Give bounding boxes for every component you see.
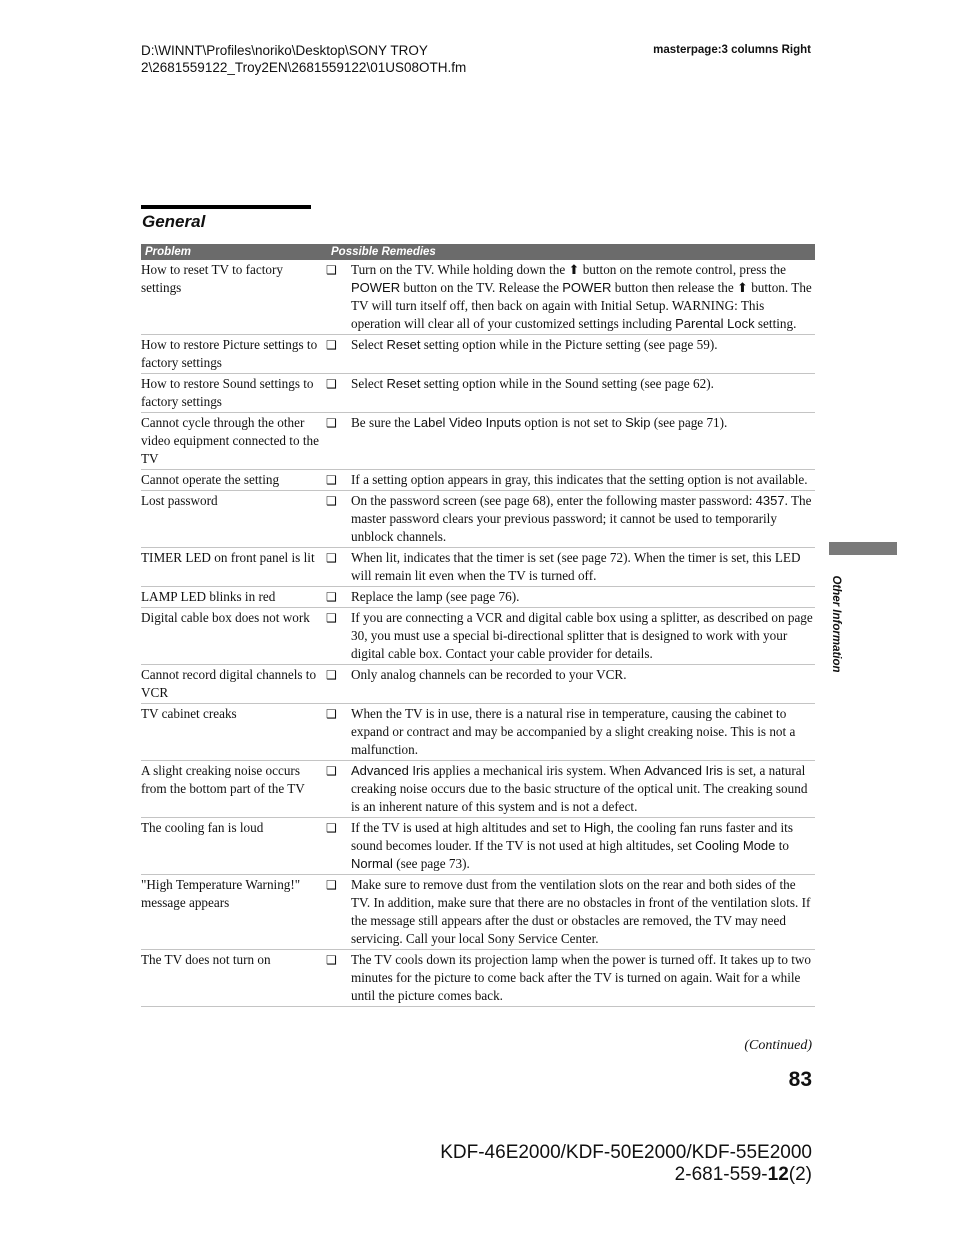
remedy-keyword: 4357 bbox=[755, 493, 785, 508]
remedy-cell bbox=[351, 666, 815, 702]
remedy-text: Select bbox=[351, 337, 387, 352]
table-row bbox=[141, 587, 815, 608]
remedy-keyword: Cooling Mode bbox=[695, 838, 776, 853]
remedy-text: button on the TV. Release the bbox=[400, 280, 563, 295]
problem-cell: How to restore Sound settings to factory settings bbox=[141, 376, 314, 409]
checkbox-icon: ❑ bbox=[326, 494, 337, 508]
table-row bbox=[141, 875, 815, 950]
remedy-text: applies a mechanical iris system. When bbox=[429, 763, 645, 778]
section-title: General bbox=[142, 212, 206, 231]
checkbox-icon: ❑ bbox=[326, 668, 337, 682]
remedy-keyword: Parental Lock bbox=[675, 316, 755, 331]
header-problem: Problem bbox=[145, 246, 192, 258]
remedy-keyword: Skip bbox=[625, 415, 651, 430]
remedy-cell bbox=[351, 471, 815, 489]
table-row bbox=[141, 374, 815, 413]
problem-cell: The cooling fan is loud bbox=[141, 820, 264, 835]
problem-cell: LAMP LED blinks in red bbox=[141, 589, 276, 604]
problem-cell: Digital cable box does not work bbox=[141, 610, 310, 625]
checkbox-icon: ❑ bbox=[326, 764, 337, 778]
remedy-text: setting. bbox=[754, 316, 797, 331]
problem-cell: Cannot record digital channels to VCR bbox=[141, 667, 317, 700]
remedy-text: setting option while in the Sound setting (see page 62). bbox=[420, 376, 714, 391]
checkbox-icon: ❑ bbox=[326, 821, 337, 835]
remedy-cell bbox=[351, 876, 815, 948]
remedy-text: If a setting option appears in gray, this indicates that the setting option is not available. bbox=[351, 472, 808, 487]
masterpage-label: masterpage:3 columns Right bbox=[653, 44, 811, 56]
remedy-cell bbox=[351, 609, 815, 663]
table-row bbox=[141, 491, 815, 548]
remedy-keyword: High bbox=[583, 820, 611, 835]
checkbox-icon: ❑ bbox=[326, 263, 337, 277]
remedy-text: Turn on the TV. While holding down the bbox=[351, 262, 569, 277]
side-tab bbox=[826, 563, 846, 685]
section-rule bbox=[141, 205, 311, 209]
remedy-cell bbox=[351, 492, 815, 546]
remedy-text: If you are connecting a VCR and digital cable box using a splitter, as described on page 30, you must use a special bi-directional splitter that is designed to work with your digital cable box. Contact your cable provider for details. bbox=[351, 610, 813, 661]
table-row bbox=[141, 470, 815, 491]
remedy-text: Replace the lamp (see page 76). bbox=[351, 589, 520, 604]
remedy-cell bbox=[351, 336, 815, 372]
remedy-cell bbox=[351, 819, 815, 873]
code-revision: 12 bbox=[767, 1164, 789, 1185]
troubleshooting-table bbox=[141, 244, 815, 1007]
code-suffix: (2) bbox=[788, 1164, 812, 1185]
remedy-keyword: Advanced Iris bbox=[644, 763, 723, 778]
table-row bbox=[141, 413, 815, 470]
remedy-text: is set, a natural creaking noise occurs due to the basic structure of the optical unit. The creaking sound is an inherent nature of this system and is not a defect. bbox=[351, 763, 808, 814]
remedy-text: Only analog channels can be recorded to your VCR. bbox=[351, 667, 627, 682]
file-path-header bbox=[141, 43, 466, 76]
table-row bbox=[141, 548, 815, 587]
problem-cell: Cannot cycle through the other video equipment connected to the TV bbox=[141, 415, 319, 466]
checkbox-icon: ❑ bbox=[326, 377, 337, 391]
side-tab-label: Other Information bbox=[830, 575, 842, 673]
checkbox-icon: ❑ bbox=[326, 338, 337, 352]
remedy-text: Select bbox=[351, 376, 387, 391]
table-row bbox=[141, 335, 815, 374]
table-row bbox=[141, 761, 815, 818]
side-tab-bar bbox=[829, 542, 897, 555]
remedy-cell bbox=[351, 261, 815, 333]
remedy-keyword: Reset bbox=[386, 376, 421, 391]
checkbox-icon: ❑ bbox=[326, 611, 337, 625]
remedy-keyword: Label Video Inputs bbox=[413, 415, 522, 430]
checkbox-icon: ❑ bbox=[326, 551, 337, 565]
remedy-cell bbox=[351, 951, 815, 1005]
problem-cell: How to reset TV to factory settings bbox=[141, 262, 283, 295]
remedy-cell bbox=[351, 549, 815, 585]
remedy-text: button on the remote control, press the bbox=[579, 262, 786, 277]
remedy-text: If the TV is used at high altitudes and set to bbox=[351, 820, 584, 835]
remedy-keyword: Advanced Iris bbox=[351, 763, 430, 778]
problem-cell: "High Temperature Warning!" message appears bbox=[141, 877, 301, 910]
remedy-text: setting option while in the Picture setting (see page 59). bbox=[420, 337, 718, 352]
remedy-text: button then release the bbox=[611, 280, 737, 295]
checkbox-icon: ❑ bbox=[326, 707, 337, 721]
code-prefix: 2-681-559- bbox=[674, 1164, 768, 1185]
document-code bbox=[440, 1164, 812, 1186]
table-row bbox=[141, 950, 815, 1007]
remedy-text: When lit, indicates that the timer is set (see page 72). When the timer is set, this LED will remain lit even when the TV is turned off. bbox=[351, 550, 801, 583]
table-row bbox=[141, 260, 815, 335]
table-row bbox=[141, 608, 815, 665]
problem-cell: The TV does not turn on bbox=[141, 952, 271, 967]
file-path-line-2: 2\2681559122_Troy2EN\2681559122\01US08OTH.fm bbox=[141, 59, 467, 75]
remedy-text: option is not set to bbox=[521, 415, 626, 430]
remedy-cell bbox=[351, 588, 815, 606]
page-number: 83 bbox=[788, 1068, 812, 1091]
remedy-text: (see page 71). bbox=[650, 415, 728, 430]
remedy-cell bbox=[351, 375, 815, 411]
remedy-text: On the password screen (see page 68), enter the following master password: bbox=[351, 493, 756, 508]
checkbox-icon: ❑ bbox=[326, 416, 337, 430]
remedy-keyword: ⬆ bbox=[737, 280, 748, 295]
checkbox-icon: ❑ bbox=[326, 473, 337, 487]
remedy-text: . The master password clears your previous password; it cannot be used to temporarily unblock channels. bbox=[351, 493, 812, 544]
problem-cell: Lost password bbox=[141, 493, 218, 508]
problem-cell: TIMER LED on front panel is lit bbox=[141, 550, 315, 565]
remedy-text: (see page 73). bbox=[392, 856, 470, 871]
continued-note: (Continued) bbox=[744, 1038, 812, 1053]
remedy-text: The TV cools down its projection lamp when the power is turned off. It takes up to two minutes for the picture to come back after the TV is turned on again. Wait for a while until the picture comes back. bbox=[351, 952, 812, 1003]
remedy-keyword: POWER bbox=[351, 280, 401, 295]
remedy-cell bbox=[351, 762, 815, 816]
file-path-line-1: D:\WINNT\Profiles\noriko\Desktop\SONY TROY bbox=[141, 43, 428, 58]
table-row bbox=[141, 665, 815, 704]
remedy-keyword: ⬆ bbox=[568, 262, 580, 277]
remedy-text: button. The TV will turn itself off, then back on again with Initial Setup. WARNING: This operation will clear all of your customized settings including bbox=[351, 280, 812, 331]
table-row bbox=[141, 818, 815, 875]
model-numbers: KDF-46E2000/KDF-50E2000/KDF-55E2000 bbox=[440, 1142, 812, 1163]
remedy-text: , the cooling fan runs faster and its sound becomes louder. If the TV is not used at high altitudes, set bbox=[351, 820, 793, 853]
remedy-cell bbox=[351, 705, 815, 759]
model-footer bbox=[440, 1142, 812, 1186]
remedy-keyword: Normal bbox=[351, 856, 393, 871]
remedy-cell bbox=[351, 414, 815, 468]
remedy-text: to bbox=[775, 838, 789, 853]
checkbox-icon: ❑ bbox=[326, 953, 337, 967]
remedy-text: When the TV is in use, there is a natural rise in temperature, causing the cabinet to expand or contract and may be accompanied by a slight creaking noise. This is not a malfunction. bbox=[351, 706, 796, 757]
checkbox-icon: ❑ bbox=[326, 590, 337, 604]
remedy-text: Make sure to remove dust from the ventilation slots on the rear and both sides of the TV. In addition, make sure that there are no obstacles in front of the ventilation slots. If the message still appears after the dust or obstacles are removed, the TV may need servicing. Call your local Sony Service Center. bbox=[351, 877, 811, 946]
problem-cell: A slight creaking noise occurs from the bottom part of the TV bbox=[141, 763, 305, 796]
problem-cell: Cannot operate the setting bbox=[141, 472, 280, 487]
problem-cell: TV cabinet creaks bbox=[141, 706, 237, 721]
remedy-keyword: POWER bbox=[562, 280, 612, 295]
remedy-keyword: Reset bbox=[386, 337, 421, 352]
table-header bbox=[141, 244, 815, 260]
table-row bbox=[141, 704, 815, 761]
problem-cell: How to restore Picture settings to factory settings bbox=[141, 337, 318, 370]
checkbox-icon: ❑ bbox=[326, 878, 337, 892]
remedy-text: Be sure the bbox=[351, 415, 414, 430]
table-body bbox=[141, 260, 815, 1007]
header-remedies: Possible Remedies bbox=[331, 246, 436, 258]
